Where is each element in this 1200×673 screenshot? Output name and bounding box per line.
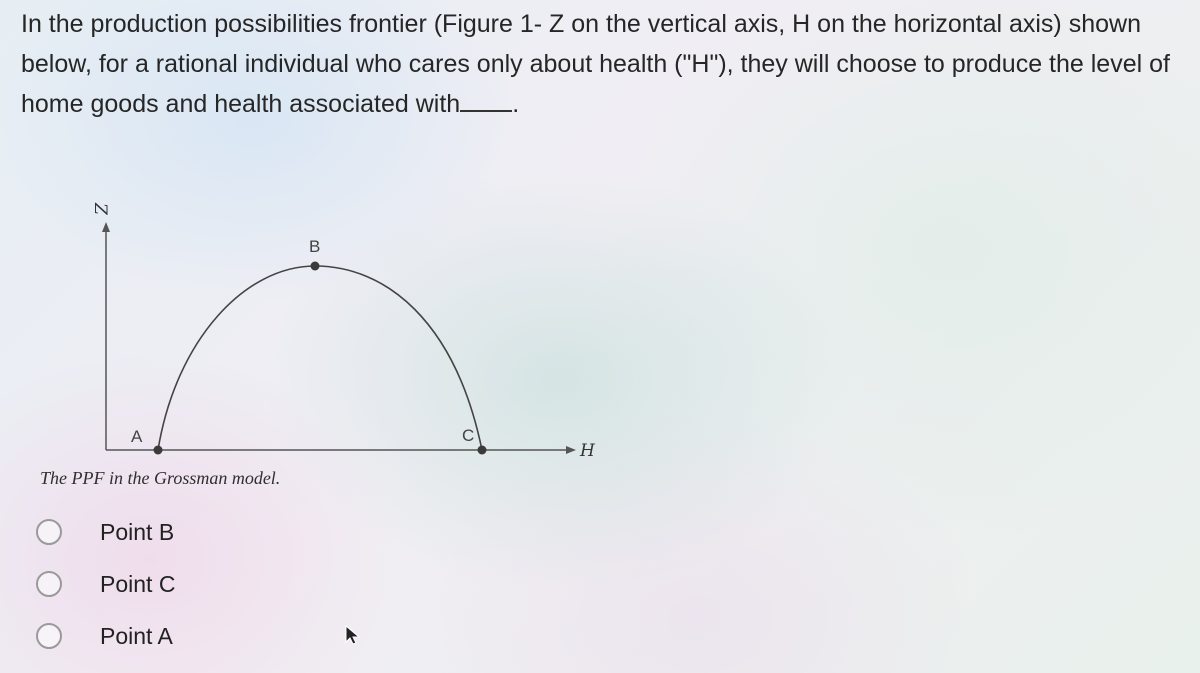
mouse-cursor-icon: [344, 624, 364, 646]
option-point-b[interactable]: [36, 506, 175, 558]
radio-point-a[interactable]: [36, 623, 62, 649]
radio-point-b[interactable]: [36, 519, 62, 545]
x-axis-label: H: [580, 441, 595, 461]
question-end: .: [512, 90, 520, 118]
y-axis-arrow: [102, 222, 110, 232]
question-body: In the production possibilities frontier (Figure 1- Z on the vertical axis, H on the horizontal axis) shown below, for a rational individual who cares only about health ("H"), they will choose to produce the level of home goods and health associated with: [21, 10, 1170, 118]
point-c-marker: [478, 446, 487, 455]
option-label: Point A: [100, 622, 173, 649]
point-c-label: C: [462, 426, 475, 445]
y-axis-label: Z: [90, 203, 110, 215]
point-b-marker: [311, 262, 320, 271]
x-axis-arrow: [566, 446, 576, 454]
option-label: Point C: [100, 570, 176, 597]
radio-point-c[interactable]: [36, 571, 62, 597]
ppf-curve: [158, 266, 482, 450]
figure-caption: The PPF in the Grossman model.: [40, 468, 281, 488]
point-a-label: A: [131, 427, 143, 446]
option-point-c[interactable]: [36, 558, 175, 610]
option-label: Point B: [100, 518, 175, 545]
point-a-marker: [154, 446, 163, 455]
ppf-figure: [0, 0, 700, 520]
option-point-a[interactable]: [36, 610, 175, 662]
answer-options: [36, 506, 175, 662]
point-b-label: B: [309, 237, 321, 256]
